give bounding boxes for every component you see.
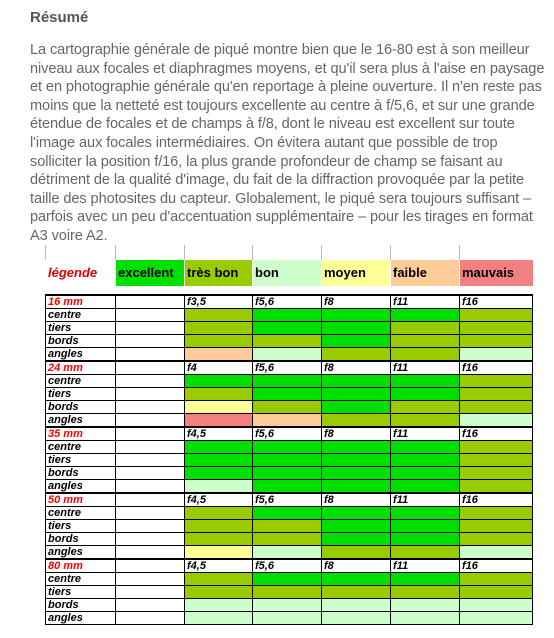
aperture: f3,5 — [185, 295, 253, 309]
rating-cell — [322, 454, 391, 467]
aperture: f11 — [391, 559, 460, 573]
rating-cell — [322, 388, 391, 401]
empty-cell — [116, 348, 185, 362]
rating-cell — [185, 388, 253, 401]
aperture: f16 — [460, 361, 533, 375]
zone-label: centre — [46, 441, 116, 454]
rating-cell — [460, 441, 533, 454]
zone-label: centre — [46, 309, 116, 322]
focal-header-row — [46, 427, 533, 441]
empty-cell — [116, 414, 185, 428]
rating-cell — [460, 507, 533, 520]
rating-cell — [185, 454, 253, 467]
rating-cell — [253, 375, 322, 388]
spacer-cell — [46, 286, 533, 295]
rating-cell — [185, 375, 253, 388]
legend-row — [46, 260, 533, 286]
rating-cell — [322, 573, 391, 586]
zone-label: tiers — [46, 322, 116, 335]
legend-label: légende — [46, 260, 116, 286]
rating-cell — [460, 348, 533, 362]
empty-cell — [116, 493, 185, 507]
rating-cell — [253, 480, 322, 494]
rating-cell — [253, 612, 322, 625]
rating-row — [46, 533, 533, 546]
rating-cell — [253, 401, 322, 414]
legend-item: excellent — [116, 260, 185, 286]
guide-cell — [185, 245, 253, 260]
rating-cell — [253, 335, 322, 348]
rating-cell — [460, 401, 533, 414]
rating-cell — [322, 586, 391, 599]
aperture: f8 — [322, 361, 391, 375]
zone-label: angles — [46, 480, 116, 494]
rating-cell — [185, 401, 253, 414]
empty-cell — [116, 586, 185, 599]
aperture: f16 — [460, 559, 533, 573]
zone-label: tiers — [46, 586, 116, 599]
rating-cell — [391, 599, 460, 612]
aperture: f16 — [460, 427, 533, 441]
rating-cell — [391, 573, 460, 586]
section-title: Résumé — [30, 9, 89, 26]
legend-item: très bon — [185, 260, 253, 286]
zone-label: bords — [46, 599, 116, 612]
rating-cell — [391, 520, 460, 533]
guide-cell — [391, 245, 460, 260]
aperture: f11 — [391, 427, 460, 441]
zone-label: centre — [46, 507, 116, 520]
aperture: f5,6 — [253, 427, 322, 441]
rating-cell — [253, 388, 322, 401]
rating-cell — [460, 322, 533, 335]
rating-cell — [391, 322, 460, 335]
rating-cell — [322, 401, 391, 414]
legend-item: mauvais — [460, 260, 533, 286]
zone-label: angles — [46, 348, 116, 362]
zone-label: angles — [46, 612, 116, 625]
rating-cell — [460, 454, 533, 467]
rating-cell — [253, 507, 322, 520]
focal-length: 80 mm — [46, 559, 116, 573]
rating-cell — [460, 546, 533, 560]
guide-cell — [460, 245, 533, 260]
rating-cell — [253, 441, 322, 454]
rating-row — [46, 480, 533, 494]
rating-cell — [253, 520, 322, 533]
aperture: f16 — [460, 295, 533, 309]
rating-cell — [460, 388, 533, 401]
aperture: f8 — [322, 493, 391, 507]
rating-row — [46, 309, 533, 322]
zone-label: angles — [46, 414, 116, 428]
empty-cell — [116, 335, 185, 348]
empty-cell — [116, 533, 185, 546]
empty-cell — [116, 309, 185, 322]
rating-cell — [460, 467, 533, 480]
rating-cell — [391, 467, 460, 480]
rating-cell — [391, 375, 460, 388]
rating-cell — [185, 467, 253, 480]
rating-cell — [391, 533, 460, 546]
empty-cell — [116, 559, 185, 573]
rating-cell — [185, 309, 253, 322]
empty-cell — [116, 295, 185, 309]
rating-cell — [322, 309, 391, 322]
spacer-row — [46, 286, 533, 295]
rating-cell — [322, 335, 391, 348]
rating-cell — [460, 533, 533, 546]
rating-cell — [322, 375, 391, 388]
zone-label: bords — [46, 335, 116, 348]
focal-header-row — [46, 559, 533, 573]
rating-cell — [391, 401, 460, 414]
rating-cell — [391, 480, 460, 494]
rating-cell — [460, 586, 533, 599]
rating-cell — [391, 335, 460, 348]
focal-length: 35 mm — [46, 427, 116, 441]
guide-cell — [253, 245, 322, 260]
rating-cell — [253, 599, 322, 612]
rating-cell — [253, 414, 322, 428]
empty-cell — [116, 546, 185, 560]
rating-cell — [460, 599, 533, 612]
aperture: f11 — [391, 493, 460, 507]
empty-cell — [116, 427, 185, 441]
empty-cell — [116, 520, 185, 533]
rating-cell — [185, 480, 253, 494]
empty-cell — [116, 612, 185, 625]
rating-cell — [253, 467, 322, 480]
legend-item: moyen — [322, 260, 391, 286]
rating-cell — [253, 454, 322, 467]
rating-row — [46, 375, 533, 388]
empty-cell — [116, 322, 185, 335]
rating-row — [46, 467, 533, 480]
rating-cell — [322, 599, 391, 612]
rating-cell — [391, 586, 460, 599]
rating-cell — [391, 454, 460, 467]
rating-cell — [185, 533, 253, 546]
rating-cell — [185, 335, 253, 348]
aperture: f8 — [322, 295, 391, 309]
rating-cell — [460, 414, 533, 428]
summary-paragraph: La cartographie générale de piqué montre bien que le 16-80 est à son meilleur niveau aux focales et diaphragmes moyens, et qu'il sera plus à l'aise en paysage et en photographie générale qu'en reportage à pleine ouverture. Il n'en reste pas moins que la netteté est toujours excellente au centre à f/5,6, et sur une grande étendue de focales et de champs à f/8, dont le niveau est excellent sur toute l'image aux focales intermédiaires. On évitera autant que possible de trop solliciter la position f/16, la plus grande profondeur de champ se faisant au détriment de la qualité d'image, du fait de la diffraction provoquée par la petite taille des photosites du capteur. Globalement, le piqué sera toujours suffisant – parfois avec un peu d'accentuation supplémentaire – pour les tirages en format A3 voire A2. — [30, 42, 545, 244]
sharpness-table — [45, 245, 533, 625]
empty-cell — [116, 375, 185, 388]
rating-cell — [253, 586, 322, 599]
rating-cell — [460, 309, 533, 322]
rating-cell — [460, 375, 533, 388]
rating-cell — [391, 507, 460, 520]
rating-cell — [391, 546, 460, 560]
guide-row — [46, 245, 533, 260]
rating-cell — [322, 546, 391, 560]
rating-cell — [322, 520, 391, 533]
zone-label: bords — [46, 533, 116, 546]
empty-cell — [116, 401, 185, 414]
aperture: f16 — [460, 493, 533, 507]
rating-row — [46, 520, 533, 533]
aperture: f4,5 — [185, 493, 253, 507]
zone-label: bords — [46, 467, 116, 480]
rating-cell — [253, 348, 322, 362]
rating-cell — [185, 348, 253, 362]
rating-row — [46, 441, 533, 454]
rating-row — [46, 388, 533, 401]
rating-cell — [391, 441, 460, 454]
rating-row — [46, 414, 533, 428]
aperture: f4,5 — [185, 559, 253, 573]
focal-length: 24 mm — [46, 361, 116, 375]
rating-row — [46, 454, 533, 467]
rating-cell — [460, 335, 533, 348]
rating-cell — [322, 533, 391, 546]
legend-item: faible — [391, 260, 460, 286]
rating-cell — [391, 414, 460, 428]
rating-row — [46, 573, 533, 586]
rating-row — [46, 401, 533, 414]
rating-cell — [460, 520, 533, 533]
empty-cell — [116, 441, 185, 454]
focal-length: 50 mm — [46, 493, 116, 507]
rating-cell — [322, 467, 391, 480]
rating-cell — [460, 480, 533, 494]
rating-cell — [185, 586, 253, 599]
rating-row — [46, 507, 533, 520]
empty-cell — [116, 573, 185, 586]
aperture: f5,6 — [253, 295, 322, 309]
aperture: f11 — [391, 295, 460, 309]
aperture: f4 — [185, 361, 253, 375]
empty-cell — [116, 507, 185, 520]
aperture: f4,5 — [185, 427, 253, 441]
focal-length: 16 mm — [46, 295, 116, 309]
rating-cell — [391, 348, 460, 362]
guide-cell — [116, 245, 185, 260]
aperture: f5,6 — [253, 493, 322, 507]
rating-cell — [185, 507, 253, 520]
rating-cell — [253, 322, 322, 335]
aperture: f8 — [322, 559, 391, 573]
rating-cell — [322, 322, 391, 335]
rating-row — [46, 612, 533, 625]
empty-cell — [116, 454, 185, 467]
rating-cell — [185, 520, 253, 533]
zone-label: angles — [46, 546, 116, 560]
rating-row — [46, 599, 533, 612]
rating-row — [46, 322, 533, 335]
empty-cell — [116, 361, 185, 375]
guide-cell — [322, 245, 391, 260]
empty-cell — [116, 599, 185, 612]
empty-cell — [116, 388, 185, 401]
aperture: f5,6 — [253, 559, 322, 573]
aperture: f8 — [322, 427, 391, 441]
rating-cell — [322, 612, 391, 625]
rating-cell — [322, 441, 391, 454]
rating-cell — [322, 414, 391, 428]
aperture: f5,6 — [253, 361, 322, 375]
legend-item: bon — [253, 260, 322, 286]
rating-row — [46, 348, 533, 362]
zone-label: bords — [46, 401, 116, 414]
rating-row — [46, 586, 533, 599]
focal-header-row — [46, 295, 533, 309]
rating-cell — [185, 573, 253, 586]
rating-cell — [322, 480, 391, 494]
guide-cell — [46, 245, 116, 260]
rating-cell — [322, 507, 391, 520]
rating-cell — [185, 599, 253, 612]
rating-cell — [185, 612, 253, 625]
rating-row — [46, 335, 533, 348]
rating-cell — [253, 546, 322, 560]
focal-header-row — [46, 493, 533, 507]
zone-label: centre — [46, 573, 116, 586]
zone-label: tiers — [46, 388, 116, 401]
rating-cell — [185, 322, 253, 335]
rating-cell — [185, 441, 253, 454]
empty-cell — [116, 480, 185, 494]
rating-cell — [460, 612, 533, 625]
zone-label: tiers — [46, 454, 116, 467]
rating-cell — [460, 573, 533, 586]
rating-cell — [322, 348, 391, 362]
rating-cell — [391, 612, 460, 625]
rating-row — [46, 546, 533, 560]
rating-cell — [185, 546, 253, 560]
focal-header-row — [46, 361, 533, 375]
rating-cell — [391, 309, 460, 322]
aperture: f11 — [391, 361, 460, 375]
rating-cell — [253, 573, 322, 586]
rating-cell — [253, 533, 322, 546]
zone-label: centre — [46, 375, 116, 388]
zone-label: tiers — [46, 520, 116, 533]
empty-cell — [116, 467, 185, 480]
rating-cell — [391, 388, 460, 401]
rating-cell — [185, 414, 253, 428]
rating-cell — [253, 309, 322, 322]
